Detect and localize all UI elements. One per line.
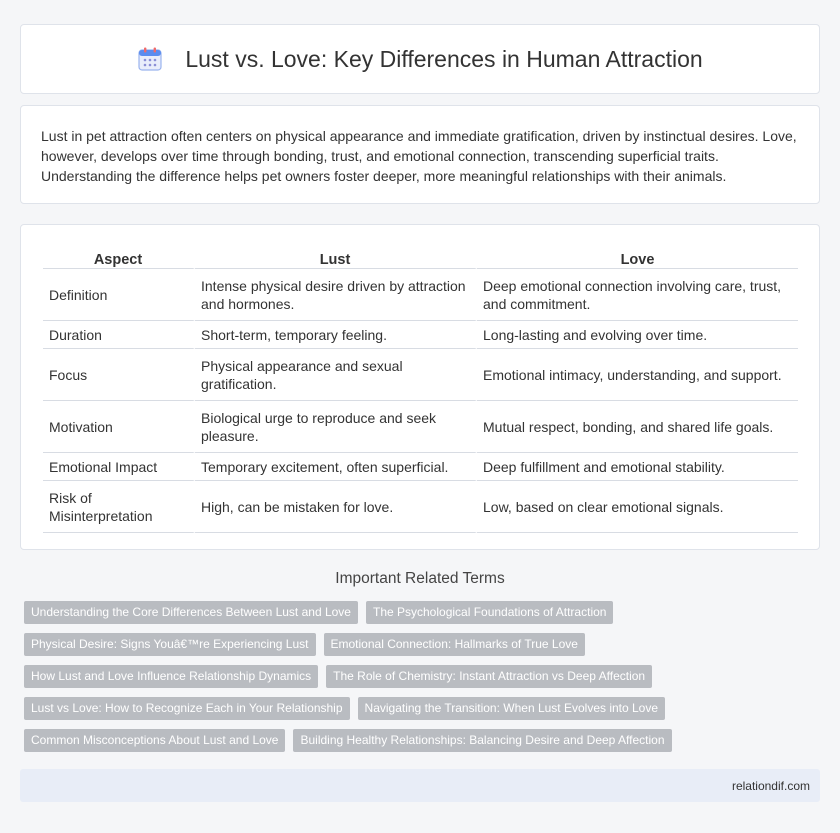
cell-lust: High, can be mistaken for love. (195, 481, 477, 533)
term-chip[interactable]: Physical Desire: Signs Youâ€™re Experiencing Lust (24, 633, 316, 656)
intro-paragraph: Lust in pet attraction often centers on physical appearance and immediate gratification, driven by instinctual desires. Love, however, develops over time through bonding, trust, and emotional connection, transcending superficial traits. Understanding the difference helps pet owners foster deeper, more meaningful relationships with their animals. (41, 128, 797, 184)
term-row (24, 697, 824, 720)
table-row (43, 481, 798, 533)
cell-lust: Short-term, temporary feeling. (195, 321, 477, 349)
cell-lust: Physical appearance and sexual gratification. (195, 349, 477, 401)
term-chip[interactable]: Common Misconceptions About Lust and Love (24, 729, 285, 752)
comparison-table-card (20, 224, 820, 550)
cell-lust: Biological urge to reproduce and seek pleasure. (195, 401, 477, 453)
cell-lust: Intense physical desire driven by attraction and hormones. (195, 269, 477, 321)
cell-love: Deep emotional connection involving care, trust, and commitment. (477, 269, 798, 321)
comparison-table (43, 247, 798, 533)
related-terms-title: Important Related Terms (335, 570, 505, 587)
header-card (20, 24, 820, 94)
cell-lust: Temporary excitement, often superficial. (195, 453, 477, 481)
header-lust: Lust (195, 247, 477, 269)
table-header-row (43, 247, 798, 269)
cell-aspect: Definition (43, 269, 195, 321)
table-row (43, 269, 798, 321)
calendar-icon (137, 46, 163, 72)
term-chip[interactable]: The Role of Chemistry: Instant Attraction vs Deep Affection (326, 665, 652, 688)
cell-love: Low, based on clear emotional signals. (477, 481, 798, 533)
intro-card (20, 105, 820, 204)
term-chip[interactable]: Building Healthy Relationships: Balancing Desire and Deep Affection (293, 729, 671, 752)
cell-love: Emotional intimacy, understanding, and support. (477, 349, 798, 401)
term-chip[interactable]: Understanding the Core Differences Between Lust and Love (24, 601, 358, 624)
cell-aspect: Risk of Misinterpretation (43, 481, 195, 533)
term-chip[interactable]: Emotional Connection: Hallmarks of True Love (324, 633, 585, 656)
header-aspect: Aspect (43, 247, 195, 269)
cell-love: Long-lasting and evolving over time. (477, 321, 798, 349)
cell-aspect: Focus (43, 349, 195, 401)
term-row (24, 633, 824, 656)
related-terms-list (24, 601, 824, 761)
term-chip[interactable]: How Lust and Love Influence Relationship Dynamics (24, 665, 318, 688)
table-row (43, 321, 798, 349)
page-title: Lust vs. Love: Key Differences in Human Attraction (185, 45, 703, 72)
footer (20, 769, 820, 802)
footer-site-link[interactable]: relationdif.com (731, 778, 810, 793)
term-chip[interactable]: Lust vs Love: How to Recognize Each in Your Relationship (24, 697, 350, 720)
term-chip[interactable]: Navigating the Transition: When Lust Evolves into Love (358, 697, 666, 720)
term-chip[interactable]: The Psychological Foundations of Attraction (366, 601, 613, 624)
term-row (24, 729, 824, 752)
cell-love: Mutual respect, bonding, and shared life goals. (477, 401, 798, 453)
table-row (43, 349, 798, 401)
term-row (24, 601, 824, 624)
cell-love: Deep fulfillment and emotional stability. (477, 453, 798, 481)
cell-aspect: Motivation (43, 401, 195, 453)
cell-aspect: Duration (43, 321, 195, 349)
term-row (24, 665, 824, 688)
cell-aspect: Emotional Impact (43, 453, 195, 481)
header-inner (137, 46, 702, 73)
table-row (43, 401, 798, 453)
table-row (43, 453, 798, 481)
header-love: Love (477, 247, 798, 269)
